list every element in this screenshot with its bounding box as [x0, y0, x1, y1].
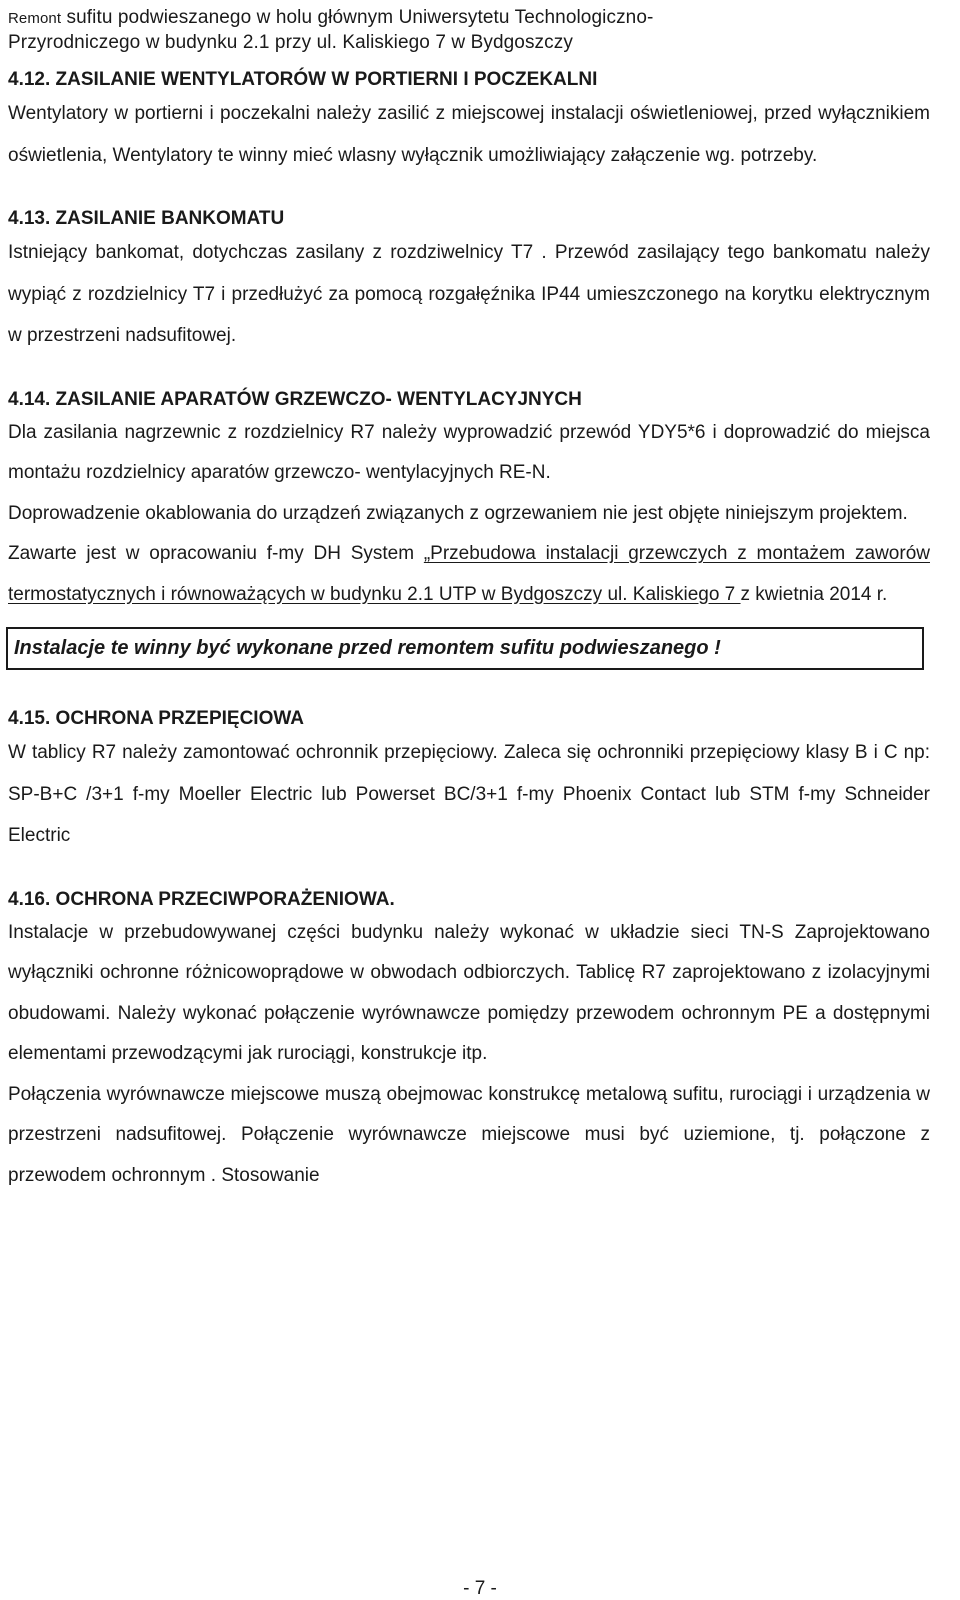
- section-4-14-p1: Dla zasilania nagrzewnic z rozdzielnicy R7 należy wyprowadzić przewód YDY5*6 i doprowadzić do miejsca montażu rozdzielnicy aparatów grzewczo- wentylacyjnych RE-N.: [8, 421, 930, 483]
- header-line1: sufitu podwieszanego w holu głównym Uniwersytetu Technologiczno-: [61, 7, 654, 28]
- section-4-16-p2: Połączenia wyrównawcze miejscowe muszą obejmowac konstrukcę metalową sufitu, rurociągi i urządzenia w przestrzeni nadsufitowej. Połączenie wyrównawcze miejscowe musi być uziemione, tj. połączone z przewodem ochronnym . Stosowanie: [8, 1083, 930, 1186]
- section-4-12-title: 4.12. ZASILANIE WENTYLATORÓW W PORTIERNI I POCZEKALNI: [8, 69, 598, 90]
- page-number: - 7 -: [463, 1578, 497, 1599]
- header-remont: Remont: [8, 10, 62, 27]
- section-4-13-title: 4.13. ZASILANIE BANKOMATU: [8, 208, 285, 229]
- section-4-16-p1: Instalacje w przebudowywanej części budynku należy wykonać w układzie sieci TN-S Zaprojektowano wyłączniki ochronne różnicowoprądowe w obwodach odbiorczych. Tablicę R7 zaprojektowano z izolacyjnymi obudowami. Należy wykonać połączenie wyrównawcze pomiędzy przewodem ochronnym PE a dostępnymi elementami przewodzącymi jak rurociągi, konstrukcje itp.: [8, 921, 930, 1064]
- notice-box: Instalacje te winny być wykonane przed remontem sufitu podwieszanego !: [6, 627, 924, 670]
- reference-date: z kwietnia 2014 r.: [740, 583, 888, 605]
- section-4-13-text: Istniejący bankomat, dotychczas zasilany z rozdziwelnicy T7 . Przewód zasilający tego bankomatu należy wypiąć z rozdzielnicy T7 i przedłużyć za pomocą rozgałęźnika IP44 umieszczonego na korytku elektrycznym w przestrzeni nadsufitowej.: [8, 242, 930, 346]
- reference-intro: Zawarte jest w opracowaniu f-my DH System: [8, 543, 424, 564]
- reference-document-title: „Przebudowa instalacji grzewczych z montażem zaworów termostatycznych i równoważących w budynku 2.1 UTP w Bydgoszczy ul. Kaliskiego 7: [8, 543, 930, 605]
- section-4-14-title: 4.14. ZASILANIE APARATÓW GRZEWCZO- WENTYLACYJNYCH: [8, 388, 582, 410]
- document-page: [8, 0, 930, 1196]
- section-4-15-title: 4.15. OCHRONA PRZEPIĘCIOWA: [8, 708, 304, 729]
- section-4-14-p3: [8, 534, 930, 615]
- section-4-14-p2: Doprowadzenie okablowania do urządzeń związanych z ogrzewaniem nie jest objęte niniejszym projektem.: [8, 502, 908, 524]
- section-4-12-text: Wentylatory w portierni i poczekalni należy zasilić z miejscowej instalacji oświetleniowej, przed wyłącznikiem oświetlenia, Wentylatory te winny mieć wlasny wyłącznik umożliwiający załączenie wg. potrzeby.: [8, 103, 930, 166]
- section-4-15-text: W tablicy R7 należy zamontować ochronnik przepięciowy. Zaleca się ochronniki przepięciowy klasy B i C np: SP-B+C /3+1 f-my Moeller Electric lub Powerset BC/3+1 f-my Phoenix Contact lub STM f-my Schneider Electric: [8, 742, 930, 846]
- document-header: [8, 6, 930, 55]
- header-line2: Przyrodniczego w budynku 2.1 przy ul. Kaliskiego 7 w Bydgoszczy: [8, 32, 573, 53]
- section-4-16-title: 4.16. OCHRONA PRZECIWPORAŻENIOWA.: [8, 888, 395, 910]
